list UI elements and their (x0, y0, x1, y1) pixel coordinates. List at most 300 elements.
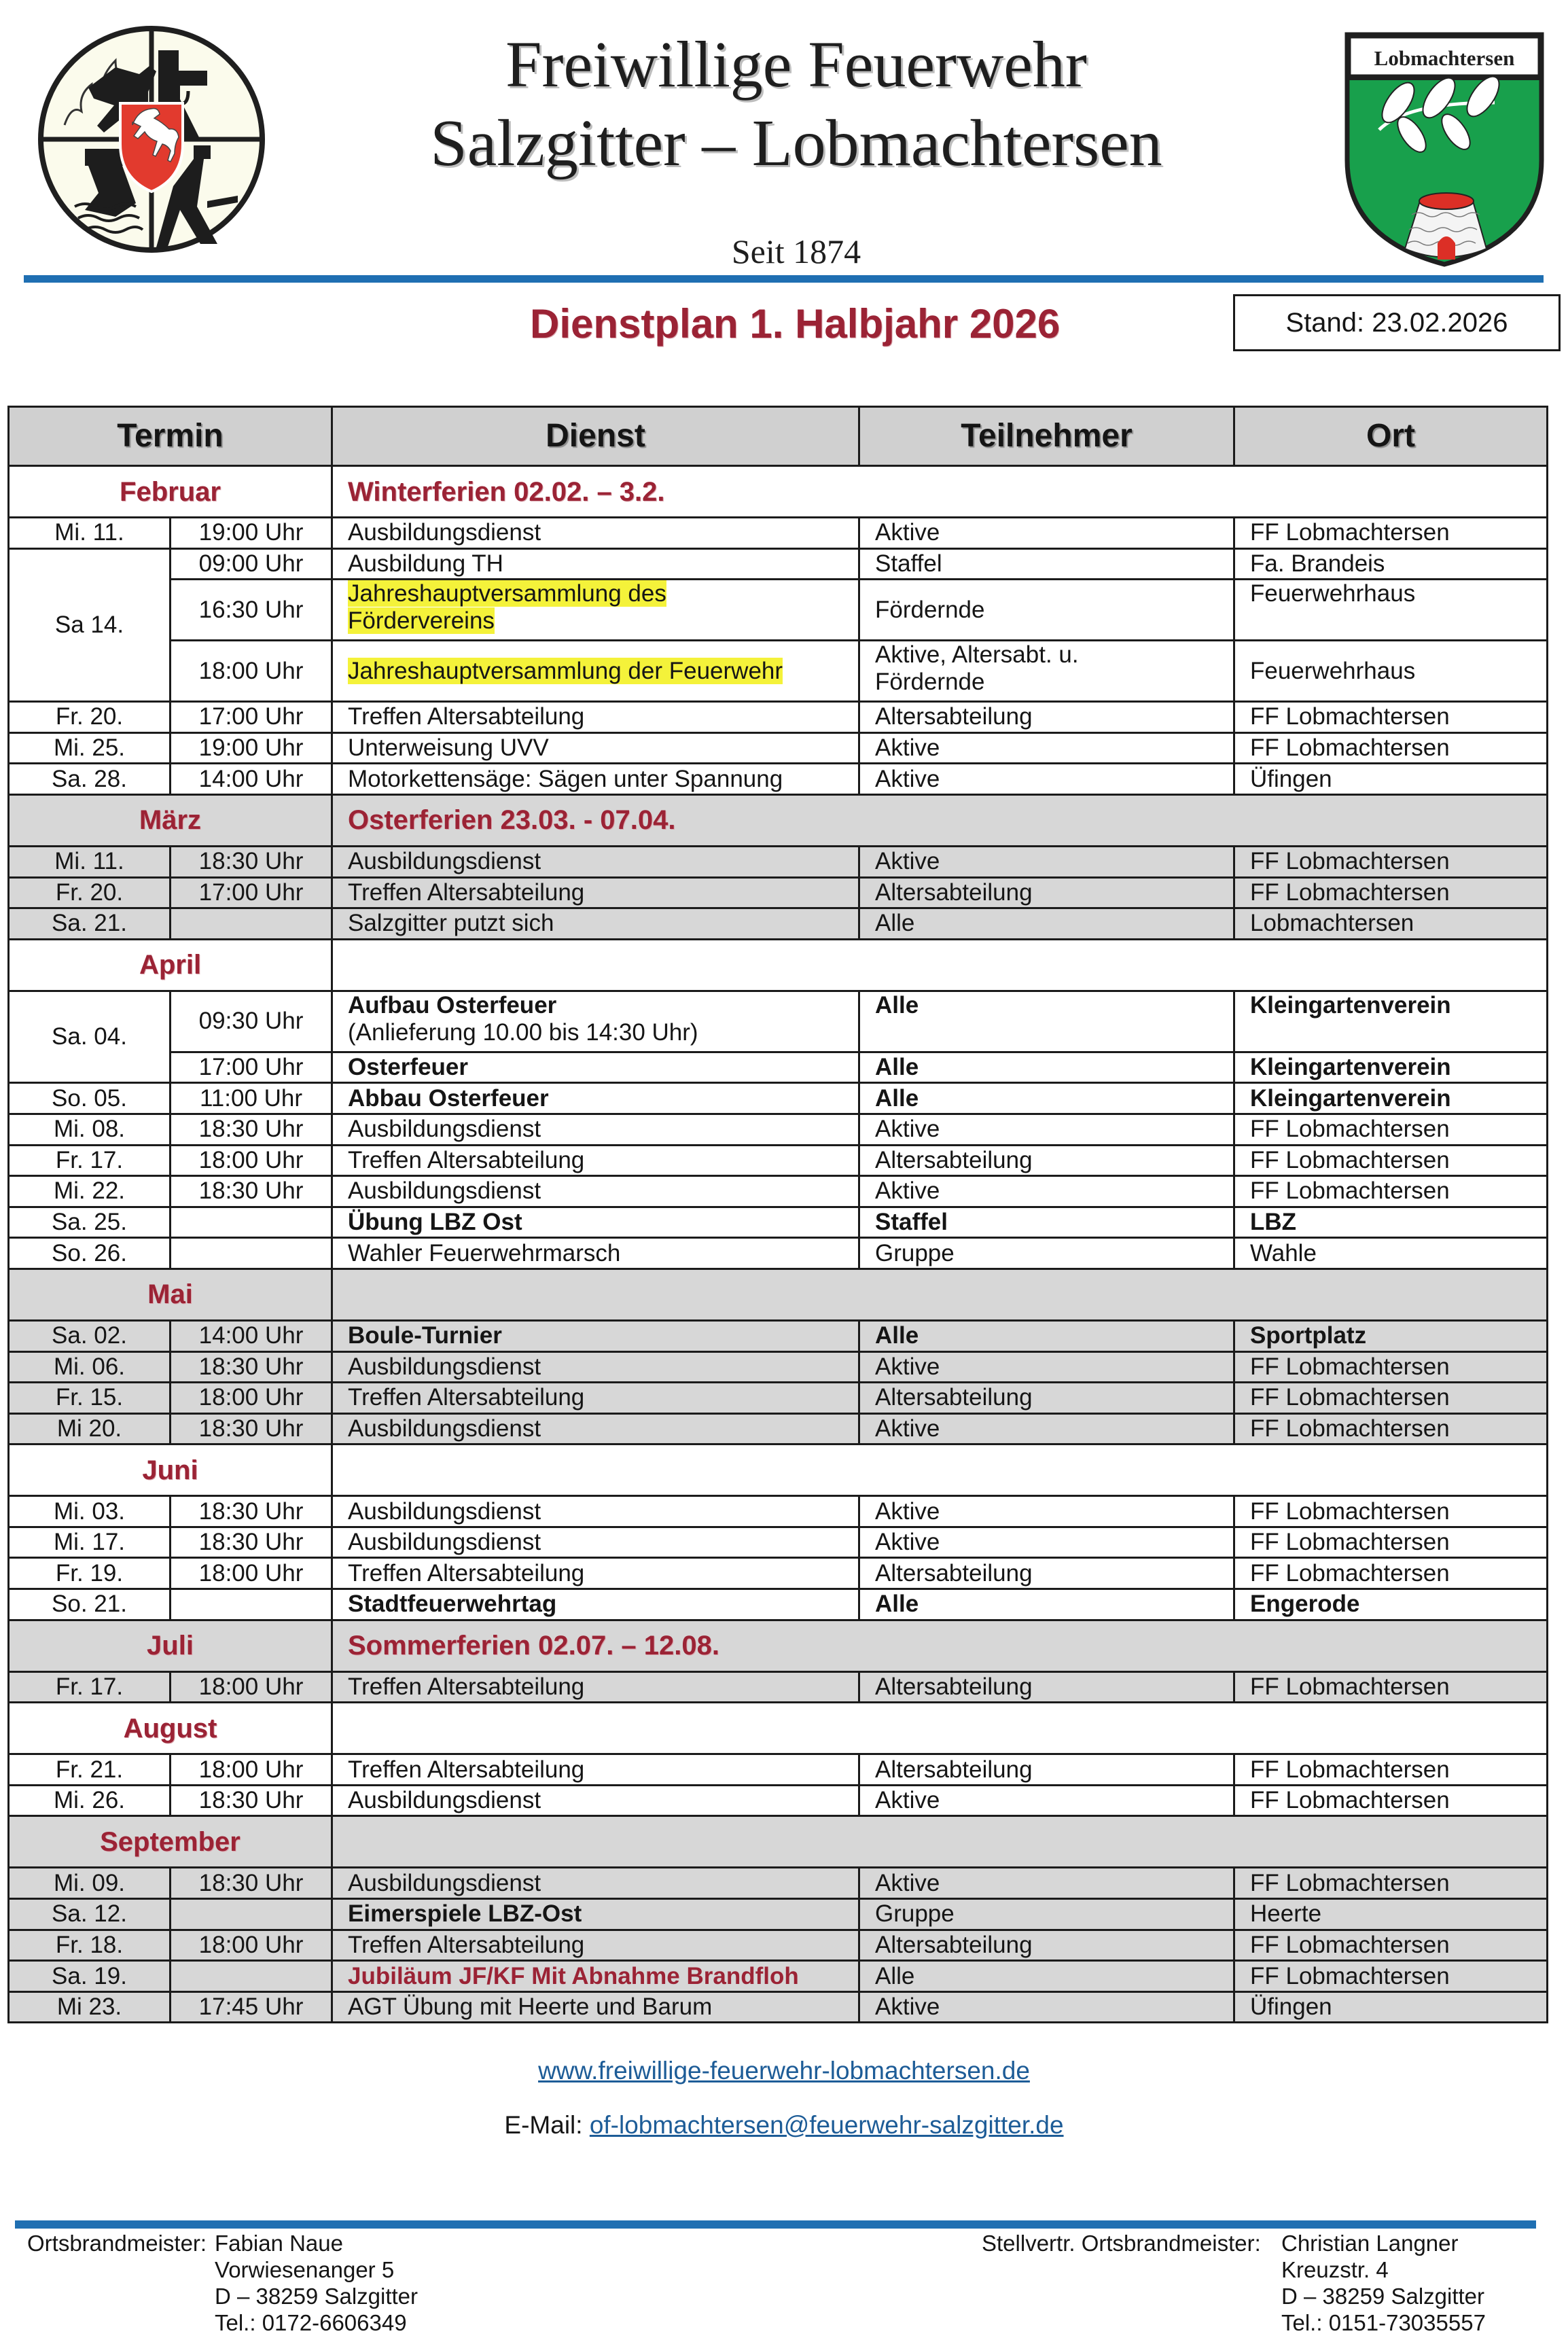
event-date: Sa. 02. (9, 1320, 171, 1351)
event-time (171, 1589, 332, 1620)
cell-text: Üfingen (1250, 1993, 1332, 2021)
month-label: August (9, 1703, 332, 1754)
cell-text: FF Lobmachtersen (1250, 1787, 1450, 1814)
event-participants (859, 732, 1234, 764)
event-location (1234, 518, 1548, 549)
cell-text: Ausbildungsdienst (348, 848, 541, 875)
event-location (1234, 702, 1548, 733)
event-service (332, 1589, 859, 1620)
month-label: Juni (9, 1444, 332, 1496)
cell-text: Ausbildungsdienst (348, 1177, 541, 1205)
event-location (1234, 1930, 1548, 1961)
event-date: Mi. 09. (9, 1868, 171, 1899)
cell-text: Treffen Altersabteilung (348, 1673, 585, 1700)
event-time: 18:30 Uhr (171, 1413, 332, 1444)
event-location (1234, 1589, 1548, 1620)
kiln-door (1438, 236, 1455, 260)
cell-text: FF Lobmachtersen (1250, 519, 1450, 546)
event-date: Fr. 19. (9, 1558, 171, 1589)
cell-text: Üfingen (1250, 765, 1332, 792)
cell-text: Ausbildungsdienst (348, 1415, 541, 1442)
cell-text: Staffel (875, 550, 942, 577)
event-service (332, 1899, 859, 1930)
status-date: Stand: 23.02.2026 (1285, 307, 1508, 338)
fire-brigade-emblem-graphic (37, 23, 268, 255)
cell-text: Alle (875, 1962, 915, 1989)
event-location (1234, 641, 1548, 702)
event-date: Fr. 17. (9, 1145, 171, 1176)
event-participants (859, 702, 1234, 733)
event-participants (859, 1383, 1234, 1414)
event-date: Mi. 17. (9, 1527, 171, 1558)
month-row (9, 1620, 1548, 1671)
event-time (171, 1207, 332, 1238)
cell-text: Treffen Altersabteilung (348, 703, 585, 730)
event-participants (859, 641, 1234, 702)
event-location (1234, 1176, 1548, 1207)
cell-text: FF Lobmachtersen (1250, 1869, 1450, 1896)
table-row (9, 1145, 1548, 1176)
event-time: 18:30 Uhr (171, 1351, 332, 1383)
cell-text: Abbau Osterfeuer (348, 1084, 549, 1112)
cell-text: Wahler Feuerwehrmarsch (348, 1239, 621, 1266)
cell-text: Aktive (875, 765, 940, 792)
cell-text: Aktive (875, 734, 940, 762)
table-row (9, 641, 1548, 702)
table-row (9, 1899, 1548, 1930)
event-service (332, 877, 859, 908)
event-time: 18:00 Uhr (171, 1930, 332, 1961)
cell-text: Aktive (875, 519, 940, 546)
event-time: 18:30 Uhr (171, 1114, 332, 1145)
event-location (1234, 580, 1548, 641)
fire-brigade-emblem-icon (37, 23, 268, 255)
event-time: 18:00 Uhr (171, 1754, 332, 1786)
table-row (9, 1589, 1548, 1620)
cell-text: Treffen Altersabteilung (348, 1146, 585, 1173)
cell-text: Jahreshauptversammlung des (348, 580, 666, 607)
month-label: September (9, 1816, 332, 1868)
header-divider (24, 275, 1544, 283)
cell-text: FF Lobmachtersen (1250, 1529, 1450, 1556)
event-participants (859, 1589, 1234, 1620)
event-time: 18:00 Uhr (171, 1145, 332, 1176)
cell-text: Ausbildungsdienst (348, 1869, 541, 1896)
column-header-ort: Ort (1234, 407, 1548, 466)
cell-text: Gruppe (875, 1900, 955, 1928)
cell-text: Alle (875, 991, 919, 1018)
column-header-dienst: Dienst (332, 407, 859, 466)
table-row (9, 877, 1548, 908)
cell-text: FF Lobmachtersen (1250, 848, 1450, 875)
cell-text: Kleingartenverein (1250, 1054, 1451, 1081)
cell-text: Ausbildungsdienst (348, 1529, 541, 1556)
cell-text: FF Lobmachtersen (1250, 734, 1450, 762)
cell-text: Lobmachtersen (1250, 910, 1414, 937)
event-location (1234, 1145, 1548, 1176)
event-location (1234, 1207, 1548, 1238)
table-row (9, 580, 1548, 641)
event-location (1234, 846, 1548, 877)
event-time: 18:30 Uhr (171, 1496, 332, 1527)
event-participants (859, 1114, 1234, 1145)
event-participants (859, 1207, 1234, 1238)
founding-year: Seit 1874 (731, 232, 861, 270)
cell-text: Treffen Altersabteilung (348, 1931, 585, 1958)
event-service (332, 1785, 859, 1816)
event-time: 09:30 Uhr (171, 991, 332, 1052)
table-row (9, 548, 1548, 580)
cell-text: Feuerwehrhaus (1250, 657, 1416, 684)
cell-text: Aktive (875, 1415, 940, 1442)
village-coat-of-arms-icon (1344, 31, 1545, 268)
table-row (9, 1413, 1548, 1444)
event-participants (859, 1145, 1234, 1176)
cell-text: Aktive (875, 1993, 940, 2021)
website-line (376, 2058, 1192, 2083)
event-location (1234, 548, 1548, 580)
event-participants (859, 1558, 1234, 1589)
email-label: E-Mail: (504, 2111, 590, 2139)
event-participants (859, 764, 1234, 795)
cell-text: FF Lobmachtersen (1250, 1353, 1450, 1380)
cell-text: Treffen Altersabteilung (348, 1559, 585, 1586)
event-service (332, 1961, 859, 1992)
event-service (332, 1527, 859, 1558)
month-label: März (9, 794, 332, 846)
chief-city: D – 38259 Salzgitter (215, 2284, 418, 2309)
event-location (1234, 1351, 1548, 1383)
cell-text: Ausbildungsdienst (348, 1497, 541, 1525)
deputy-street: Kreuzstr. 4 (1281, 2257, 1389, 2282)
cell-text: Jubiläum JF/KF Mit Abnahme Brandfloh (348, 1962, 799, 1989)
table-row (9, 1754, 1548, 1786)
event-date: Mi 20. (9, 1413, 171, 1444)
event-date: So. 21. (9, 1589, 171, 1620)
cell-text: Ausbildung TH (348, 550, 503, 577)
cell-text: Alle (875, 910, 915, 937)
cell-text: FF Lobmachtersen (1250, 1415, 1450, 1442)
month-row (9, 939, 1548, 991)
cell-text: Motorkettensäge: Sägen unter Spannung (348, 765, 783, 792)
event-date: So. 26. (9, 1238, 171, 1269)
kiln-top (1419, 193, 1474, 209)
event-date: Fr. 15. (9, 1383, 171, 1414)
event-time: 09:00 Uhr (171, 548, 332, 580)
cell-text: FF Lobmachtersen (1250, 1116, 1450, 1143)
month-label: April (9, 939, 332, 991)
event-time (171, 1899, 332, 1930)
deputy-city: D – 38259 Salzgitter (1281, 2284, 1485, 2309)
event-date: Sa. 25. (9, 1207, 171, 1238)
cell-text: Feuerwehrhaus (1250, 580, 1416, 607)
cell-text: Altersabteilung (875, 879, 1033, 906)
footer-divider (15, 2220, 1536, 2229)
cell-text: FF Lobmachtersen (1250, 1931, 1450, 1958)
event-service-note: (Anlieferung 10.00 bis 14:30 Uhr) (348, 1018, 698, 1046)
deputy-name: Christian Langner (1281, 2231, 1459, 2256)
event-location (1234, 1320, 1548, 1351)
event-service (332, 846, 859, 877)
event-participants (859, 1351, 1234, 1383)
event-time: 18:30 Uhr (171, 1527, 332, 1558)
cell-text: Kleingartenverein (1250, 991, 1451, 1018)
cell-text: Aktive (875, 1116, 940, 1143)
month-label: Juli (9, 1620, 332, 1671)
event-service (332, 518, 859, 549)
organisation-subtitle: Salzgitter – Lobmachtersen (430, 107, 1162, 180)
cell-text: FF Lobmachtersen (1250, 1673, 1450, 1700)
column-header-teilnehmer: Teilnehmer (859, 407, 1234, 466)
cell-text: Treffen Altersabteilung (348, 1756, 585, 1783)
event-participants (859, 908, 1234, 940)
cell-text: Ausbildungsdienst (348, 519, 541, 546)
event-date: Sa. 04. (9, 991, 171, 1083)
table-row (9, 1961, 1548, 1992)
table-row (9, 732, 1548, 764)
event-service (332, 1083, 859, 1114)
cell-text: Aktive (875, 848, 940, 875)
cell-text: FF Lobmachtersen (1250, 1384, 1450, 1411)
event-participants (859, 1671, 1234, 1703)
website-link[interactable]: www.freiwillige-feuerwehr-lobmachtersen.de (538, 2057, 1030, 2085)
event-service (332, 1238, 859, 1269)
event-date: Sa. 21. (9, 908, 171, 940)
event-location (1234, 1238, 1548, 1269)
event-participants (859, 1052, 1234, 1083)
event-participants (859, 1176, 1234, 1207)
event-date: Sa. 19. (9, 1961, 171, 1992)
event-date: Mi. 08. (9, 1114, 171, 1145)
event-participants (859, 877, 1234, 908)
chief-label: Ortsbrandmeister: (27, 2231, 207, 2256)
cell-text: Kleingartenverein (1250, 1084, 1451, 1112)
table-row (9, 991, 1548, 1052)
event-location (1234, 1052, 1548, 1083)
cell-text: Sportplatz (1250, 1322, 1367, 1349)
cell-text: FF Lobmachtersen (1250, 1756, 1450, 1783)
event-time: 18:00 Uhr (171, 1383, 332, 1414)
event-time: 17:45 Uhr (171, 1991, 332, 2023)
event-location (1234, 1754, 1548, 1786)
table-row (9, 1930, 1548, 1961)
event-location (1234, 1991, 1548, 2023)
event-participants (859, 1899, 1234, 1930)
event-time: 18:30 Uhr (171, 1868, 332, 1899)
cell-text: Fa. Brandeis (1250, 550, 1385, 577)
table-row (9, 1320, 1548, 1351)
table-row (9, 1176, 1548, 1207)
event-date: Mi. 26. (9, 1785, 171, 1816)
cell-text: Eimerspiele LBZ-Ost (348, 1900, 582, 1928)
cell-text: AGT Übung mit Heerte und Barum (348, 1993, 713, 2021)
event-date: Fr. 20. (9, 702, 171, 733)
cell-text: Jahreshauptversammlung der Feuerwehr (348, 657, 783, 684)
event-date: Mi 23. (9, 1991, 171, 2023)
chief-name: Fabian Naue (215, 2231, 343, 2256)
holiday-note: Sommerferien 02.07. – 12.08. (332, 1620, 1548, 1671)
event-location (1234, 877, 1548, 908)
event-location (1234, 1114, 1548, 1145)
event-participants (859, 1527, 1234, 1558)
cell-text: Unterweisung UVV (348, 734, 549, 762)
coat-of-arms-graphic (1344, 31, 1545, 268)
table-row (9, 1868, 1548, 1899)
event-location (1234, 1383, 1548, 1414)
cell-text: Aktive (875, 1353, 940, 1380)
cell-text: Aktive (875, 1787, 940, 1814)
cell-text: Altersabteilung (875, 1146, 1033, 1173)
cell-text: Aktive, Altersabt. u. (875, 641, 1079, 669)
event-location (1234, 991, 1548, 1052)
event-service (332, 991, 859, 1052)
month-row (9, 1269, 1548, 1320)
event-date: Fr. 18. (9, 1930, 171, 1961)
table-row (9, 1052, 1548, 1083)
month-row (9, 1444, 1548, 1496)
event-date: Mi. 11. (9, 846, 171, 877)
cell-text: Wahle (1250, 1239, 1317, 1266)
month-row (9, 466, 1548, 518)
event-service (332, 1351, 859, 1383)
event-time: 11:00 Uhr (171, 1083, 332, 1114)
deputy-label: Stellvertr. Ortsbrandmeister: (982, 2231, 1261, 2256)
cell-text: FF Lobmachtersen (1250, 703, 1450, 730)
event-location (1234, 1527, 1548, 1558)
cell-text: Treffen Altersabteilung (348, 879, 585, 906)
cell-text: Altersabteilung (875, 1384, 1033, 1411)
deputy-phone: Tel.: 0151-73035557 (1281, 2310, 1486, 2335)
column-header-termin: Termin (9, 407, 332, 466)
event-location (1234, 1671, 1548, 1703)
event-participants (859, 846, 1234, 877)
event-date: Fr. 21. (9, 1754, 171, 1786)
event-service (332, 1207, 859, 1238)
event-participants (859, 1413, 1234, 1444)
cell-text: Aufbau Osterfeuer (348, 991, 557, 1018)
cell-text: FF Lobmachtersen (1250, 1559, 1450, 1586)
schedule-table (7, 406, 1548, 2023)
cell-text: Alle (875, 1054, 919, 1081)
cell-text: Salzgitter putzt sich (348, 910, 554, 937)
event-service (332, 1176, 859, 1207)
event-location (1234, 1558, 1548, 1589)
event-service (332, 702, 859, 733)
event-date: So. 05. (9, 1083, 171, 1114)
month-row (9, 1816, 1548, 1868)
deputy-address (1281, 2230, 1486, 2336)
event-location (1234, 908, 1548, 940)
table-row (9, 702, 1548, 733)
event-time: 16:30 Uhr (171, 580, 332, 641)
event-time: 14:00 Uhr (171, 764, 332, 795)
event-service (332, 1383, 859, 1414)
month-label: Februar (9, 466, 332, 518)
event-time: 18:30 Uhr (171, 1785, 332, 1816)
event-date: Mi. 03. (9, 1496, 171, 1527)
email-link[interactable]: of-lobmachtersen@feuerwehr-salzgitter.de (589, 2111, 1064, 2139)
event-participants (859, 1930, 1234, 1961)
event-participants (859, 548, 1234, 580)
schedule-body (9, 466, 1548, 2023)
event-location (1234, 764, 1548, 795)
event-location (1234, 1083, 1548, 1114)
event-time (171, 1961, 332, 1992)
event-location (1234, 1785, 1548, 1816)
event-participants (859, 1961, 1234, 1992)
event-location (1234, 732, 1548, 764)
cell-text: Boule-Turnier (348, 1322, 502, 1349)
cell-text: Aktive (875, 1497, 940, 1525)
event-time: 19:00 Uhr (171, 518, 332, 549)
event-date: Mi. 25. (9, 732, 171, 764)
event-date: Fr. 17. (9, 1671, 171, 1703)
event-time: 14:00 Uhr (171, 1320, 332, 1351)
cell-text: Alle (875, 1591, 919, 1618)
event-participants (859, 1320, 1234, 1351)
holiday-note: Winterferien 02.02. – 3.2. (332, 466, 1548, 518)
table-row (9, 1351, 1548, 1383)
page-title: Dienstplan 1. Halbjahr 2026 (530, 301, 1061, 347)
holiday-note (332, 1816, 1548, 1868)
cell-text: Engerode (1250, 1591, 1360, 1618)
cell-text: Altersabteilung (875, 1931, 1033, 1958)
event-service (332, 580, 859, 641)
table-row (9, 1083, 1548, 1114)
event-service (332, 908, 859, 940)
month-label: Mai (9, 1269, 332, 1320)
event-time: 18:30 Uhr (171, 1176, 332, 1207)
table-row (9, 1558, 1548, 1589)
event-date: Mi. 06. (9, 1351, 171, 1383)
table-row (9, 1991, 1548, 2023)
cell-text: Ausbildungsdienst (348, 1787, 541, 1814)
cell-text: Stadtfeuerwehrtag (348, 1591, 557, 1618)
chief-address (215, 2230, 418, 2336)
chief-phone: Tel.: 0172-6606349 (215, 2310, 407, 2335)
status-date-box (1233, 294, 1561, 351)
event-participants (859, 1991, 1234, 2023)
event-time: 18:00 Uhr (171, 1671, 332, 1703)
event-participants (859, 1083, 1234, 1114)
table-row (9, 846, 1548, 877)
cell-text: Fördernde (875, 596, 985, 623)
table-row (9, 1527, 1548, 1558)
holiday-note (332, 939, 1548, 991)
table-row (9, 1207, 1548, 1238)
event-service (332, 1114, 859, 1145)
event-date: Mi. 22. (9, 1176, 171, 1207)
table-row (9, 1114, 1548, 1145)
cell-text: Altersabteilung (875, 1559, 1033, 1586)
cell-text: Treffen Altersabteilung (348, 1384, 585, 1411)
event-date: Sa. 12. (9, 1899, 171, 1930)
event-service (332, 641, 859, 702)
event-time (171, 908, 332, 940)
cell-text: Ausbildungsdienst (348, 1353, 541, 1380)
table-row (9, 1238, 1548, 1269)
event-service (332, 1991, 859, 2023)
cell-text: Aktive (875, 1177, 940, 1205)
table-row (9, 1671, 1548, 1703)
table-header-row (9, 407, 1548, 466)
event-time: 18:00 Uhr (171, 1558, 332, 1589)
cell-text: Altersabteilung (875, 1673, 1033, 1700)
event-location (1234, 1496, 1548, 1527)
cell-text: FF Lobmachtersen (1250, 1962, 1450, 1989)
event-participants (859, 1754, 1234, 1786)
event-service (332, 1558, 859, 1589)
